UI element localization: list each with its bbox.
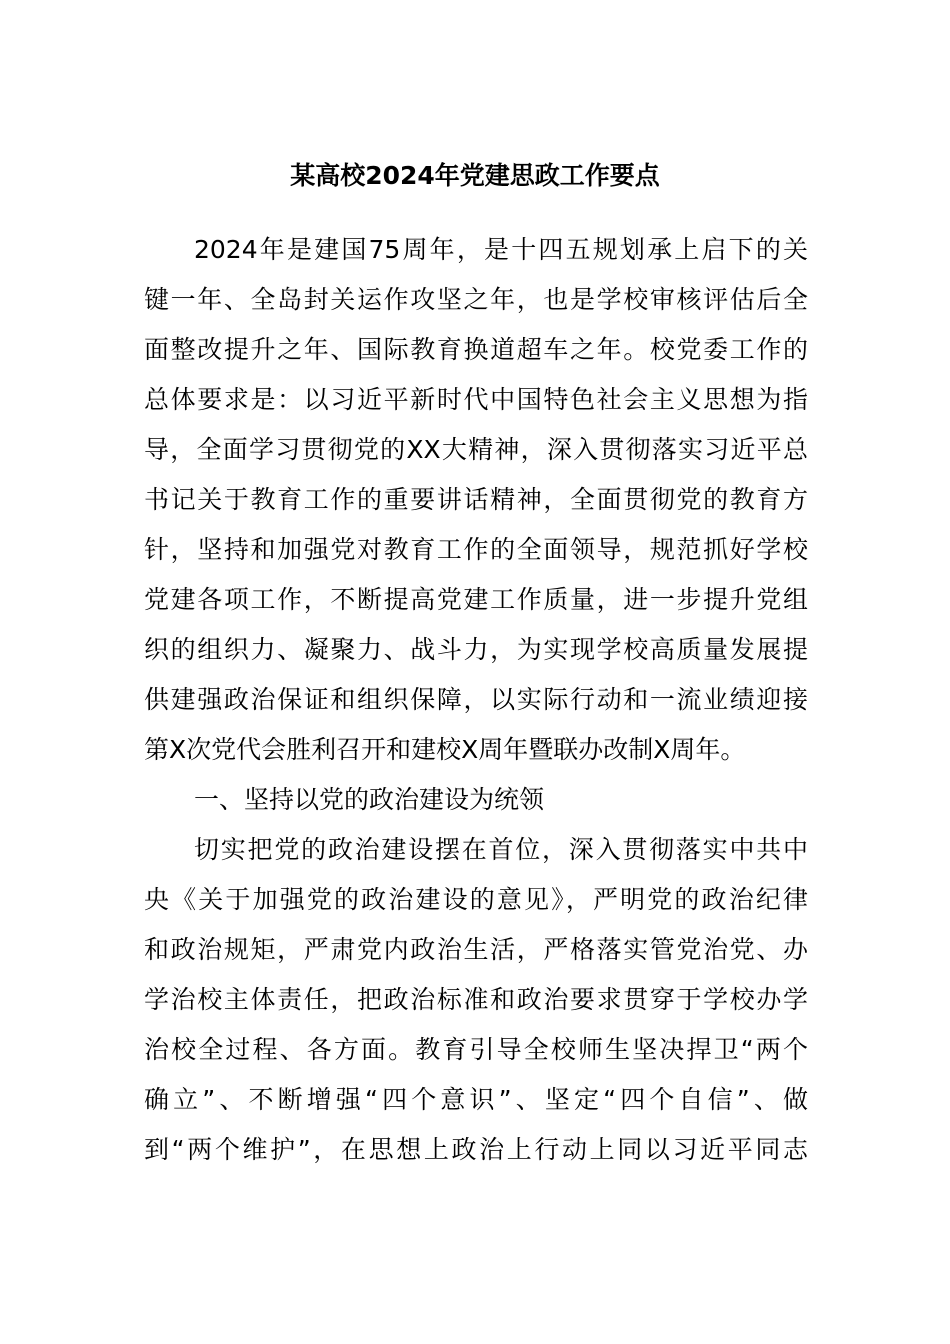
paragraph-line: 键一年、全岛封关运作攻坚之年，也是学校审核评估后全: [144, 285, 808, 314]
paragraph-line: 第X次党代会胜利召开和建校X周年暨联办改制X周年。: [144, 735, 746, 764]
paragraph-line: 导，全面学习贯彻党的XX大精神，深入贯彻落实习近平总: [144, 435, 808, 464]
section-heading: 一、坚持以党的政治建设为统领: [194, 785, 545, 814]
paragraph-line: 学治校主体责任，把政治标准和政治要求贯穿于学校办学: [144, 985, 808, 1014]
paragraph-line: 针，坚持和加强党对教育工作的全面领导，规范抓好学校: [144, 535, 808, 564]
paragraph-line: 面整改提升之年、国际教育换道超车之年。校党委工作的: [144, 335, 808, 364]
paragraph-line: 确立”、不断增强“四个意识”、坚定“四个自信”、做: [144, 1085, 808, 1114]
paragraph-line: 党建各项工作，不断提高党建工作质量，进一步提升党组: [144, 585, 808, 614]
paragraph-line: 织的组织力、凝聚力、战斗力，为实现学校高质量发展提: [144, 635, 808, 664]
paragraph-line: 总体要求是：以习近平新时代中国特色社会主义思想为指: [144, 385, 808, 414]
document-title: 某高校2024年党建思政工作要点: [290, 161, 660, 190]
paragraph-line: 书记关于教育工作的重要讲话精神，全面贯彻党的教育方: [144, 485, 808, 514]
paragraph-line: 和政治规矩，严肃党内政治生活，严格落实管党治党、办: [144, 935, 808, 964]
paragraph-line: 到“两个维护”，在思想上政治上行动上同以习近平同志: [144, 1135, 808, 1164]
paragraph-line: 治校全过程、各方面。教育引导全校师生坚决捍卫“两个: [144, 1035, 808, 1064]
paragraph-line: 央《关于加强党的政治建设的意见》，严明党的政治纪律: [144, 885, 808, 914]
paragraph-line: 切实把党的政治建设摆在首位，深入贯彻落实中共中: [194, 835, 808, 864]
paragraph-line: 2024年是建国75周年，是十四五规划承上启下的关: [194, 235, 808, 264]
paragraph-line: 供建强政治保证和组织保障，以实际行动和一流业绩迎接: [144, 685, 808, 714]
